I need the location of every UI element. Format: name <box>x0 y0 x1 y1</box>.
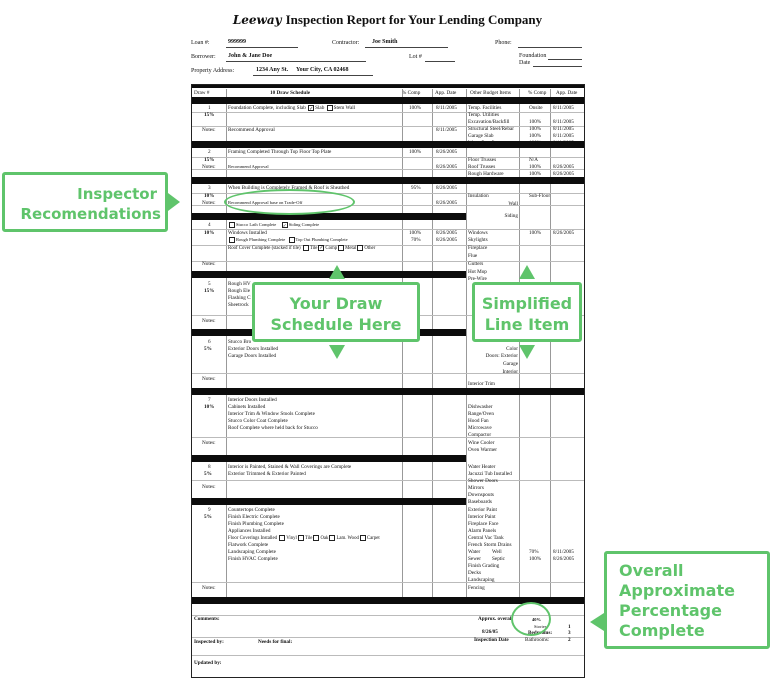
foundation-underline <box>548 59 582 60</box>
other-item-name: Roof Trusses <box>468 164 496 170</box>
comp-label: Comp <box>325 246 338 252</box>
note-text: Recommend Approval <box>228 164 269 169</box>
section-bar <box>192 455 466 462</box>
draw-date: 8/26/2005 <box>436 149 458 155</box>
callout-line: Overall <box>619 561 684 580</box>
tile-checkbox[interactable] <box>303 245 309 251</box>
inspector-highlight-oval <box>224 189 355 215</box>
draw-item <box>228 105 355 111</box>
other-item-date: 8/26/2005 <box>553 171 575 177</box>
draw-item: Exterior Doors Installed <box>228 346 279 352</box>
notes-label: Notes: <box>202 200 216 206</box>
other-item-name: Microwave <box>468 425 492 431</box>
plumb-checks <box>228 237 348 243</box>
other-item-date: 8/11/2005 <box>553 140 574 146</box>
other-item-name: Fencing <box>468 585 485 591</box>
draw-date: 8/26/2005 <box>436 230 458 236</box>
draw-num: 3 <box>208 185 211 191</box>
section-bar <box>192 388 584 395</box>
borrower-value: John & Jane Doe <box>228 53 273 59</box>
other-item-name: Color <box>506 346 518 352</box>
roof-checks <box>228 245 375 252</box>
draw-item: Flatwork Complete <box>228 542 269 548</box>
other-item-name: Garage <box>503 361 518 367</box>
other-item-pct: 70% <box>529 549 539 555</box>
lam-label: Lam. Wood <box>336 536 359 542</box>
callout-line: Your Draw <box>289 294 383 313</box>
other-item-pct: 100% <box>529 126 542 132</box>
loan-underline <box>226 47 298 48</box>
address-underline <box>253 75 373 76</box>
other-item-name: Wine Cooler <box>468 440 495 446</box>
other-item-pct: 100% <box>529 230 542 236</box>
draw-date: 8/26/2005 <box>436 185 458 191</box>
draw-item: Stucco Bro <box>228 339 252 345</box>
other-item-date: 8/11/2005 <box>553 549 574 555</box>
lot-underline <box>425 61 455 62</box>
plumb-label: Rough Plumbing Complete <box>236 237 286 243</box>
row-line <box>192 261 584 262</box>
contractor-underline <box>365 47 448 48</box>
draw-item-checks <box>228 222 319 228</box>
other-item-name: Pre-Wire <box>468 276 487 282</box>
draw-pct: 15% <box>204 112 215 118</box>
draw-num: 6 <box>208 339 211 345</box>
other-item-pct: 100% <box>529 140 542 146</box>
other-item-date: 8/26/2005 <box>553 230 575 236</box>
phone-label: Phone: <box>495 40 512 46</box>
row-line <box>192 112 584 113</box>
leeway-logo: Leeway <box>232 13 282 27</box>
draw-item: Finish Electric Complete <box>228 514 280 520</box>
other-item-name: Wall <box>508 201 518 207</box>
callout-line: Percentage <box>619 601 722 620</box>
draw-item: Interior Trim & Window Stools Complete <box>228 411 315 417</box>
note-text: Recommend Approval base on Trade-Off <box>228 200 303 205</box>
draw-item: Interior is Painted, Stained & Wall Coverings are Complete <box>228 464 352 470</box>
other-item-name: Rough Hardware <box>468 171 504 177</box>
date-underline <box>533 66 582 67</box>
inspector-callout <box>2 172 168 232</box>
slab-label: Slab <box>315 105 325 112</box>
draw-comp: 100% <box>409 105 422 111</box>
draw-num: 5 <box>208 281 211 287</box>
other-item-pct: 100% <box>529 133 542 139</box>
other-item-name: Temp. Facilities <box>468 105 502 111</box>
draw-item: Interior Doors Installed <box>228 397 277 403</box>
note-date: 8/26/2005 <box>436 200 458 206</box>
inspection-date-value: 8/26/05 <box>482 629 498 635</box>
draw-item: Stucco Color Coat Complete <box>228 418 288 424</box>
draw-arrow-down-icon <box>329 345 345 359</box>
other-item-date: 8/11/2005 <box>553 133 574 139</box>
other-item-name: Stair Rails <box>468 388 490 394</box>
other-item-name: Fireplace <box>468 245 488 251</box>
contractor-label: Contractor: <box>332 40 360 46</box>
vinyl-checkbox[interactable] <box>279 535 285 541</box>
col-app-date2: App. Date <box>556 90 578 96</box>
updated-by-label: Updated by: <box>194 660 222 666</box>
callout-line: Approximate <box>619 581 735 600</box>
carpet-checkbox[interactable] <box>360 535 366 541</box>
oak-checkbox[interactable] <box>313 535 319 541</box>
other-item-name: Siding <box>504 213 518 219</box>
comments-label: Comments: <box>194 616 220 622</box>
date-label: Date <box>519 60 531 66</box>
other-item-name: Finish Grading <box>468 563 500 569</box>
other-item-name: Central Vac Tank <box>468 535 504 541</box>
simplified-arrow-up-icon <box>519 265 535 279</box>
col-other-items: Other Budget Items <box>470 90 511 96</box>
bedrooms-label: Bedrooms: <box>528 630 553 636</box>
section-bar <box>192 97 584 104</box>
inspection-date-label: Inspection Date <box>474 637 509 643</box>
tile-label: Tile <box>304 536 313 542</box>
row-line <box>192 655 584 656</box>
draw-item: Flashing C <box>228 295 251 301</box>
bathrooms-label: Bathrooms: <box>525 637 550 643</box>
col-pct2: % Comp <box>528 90 547 96</box>
draw-num: 8 <box>208 464 211 470</box>
other-item-name: Windows <box>468 230 488 236</box>
other-item-pct: Sub-Floor <box>529 193 551 199</box>
loan-value: 999999 <box>228 39 246 45</box>
other-item-name: Interior <box>502 369 518 375</box>
draw-pct: 10% <box>204 404 215 410</box>
draw-pct: 5% <box>204 471 212 477</box>
draw-date: 8/11/2005 <box>436 105 457 111</box>
other-checkbox[interactable] <box>357 245 363 251</box>
other-item-name: Interior Trim <box>468 381 495 387</box>
other-item-name: Hot Mop <box>468 269 487 275</box>
metal-checkbox[interactable] <box>338 245 344 251</box>
stories-value: 1 <box>568 624 571 630</box>
draw-item: Landscaping Complete <box>228 549 276 555</box>
overall-arrow-icon <box>590 613 604 631</box>
callout-line: Schedule Here <box>270 315 402 334</box>
vline <box>466 89 467 597</box>
row-line <box>192 373 584 374</box>
other-item-date: 8/11/2005 <box>553 126 574 132</box>
other-item-name: Insulation <box>468 193 489 199</box>
top-bar <box>192 85 584 88</box>
draw-pct: 15% <box>204 288 215 294</box>
other-item-second: Well <box>492 549 502 555</box>
tile-checkbox[interactable] <box>298 535 304 541</box>
report-title-text: Inspection Report for Your Lending Company <box>285 12 543 27</box>
approx-label: Approx. overall <box>478 616 513 622</box>
other-item-name: Interior Paint <box>468 514 496 520</box>
phone-underline <box>518 47 582 48</box>
borrower-label: Borrower: <box>191 54 216 60</box>
draw-pct: 5% <box>204 346 212 352</box>
other-item-pct: 100% <box>529 556 542 562</box>
other-item-name: Shower Doors <box>468 478 498 484</box>
section-bar <box>192 177 584 184</box>
vline <box>402 89 403 597</box>
comp-checkbox[interactable]: ✓ <box>319 246 324 251</box>
vline <box>519 89 520 597</box>
stem-label: Stem Wall <box>333 105 356 112</box>
other-item-name: Mirrors <box>468 485 484 491</box>
draw-item: When Building is Completely Framed & Roof is Sheathed <box>228 185 350 191</box>
notes-label: Notes: <box>202 440 216 446</box>
other-item-name: Skylights <box>468 237 488 243</box>
draw-comp2: 70% <box>411 237 421 243</box>
vline <box>550 89 551 597</box>
other-item-name: Hood Fan <box>468 418 489 424</box>
other-item-name: French Storm Drains <box>468 542 512 548</box>
approx-value: 40% <box>532 617 541 622</box>
overall-callout <box>604 551 770 649</box>
lot-label: Lot # <box>409 54 422 60</box>
other-item-pct: Onsite <box>529 105 543 111</box>
other-item-pct: 100% <box>529 164 542 170</box>
callout-line: Inspector <box>77 185 157 203</box>
foundation-label: Foundation <box>519 53 547 59</box>
other-item-pct: 100% <box>529 119 542 125</box>
col-app-date: App. Date <box>435 90 457 96</box>
draw-arrow-up-icon <box>329 265 345 279</box>
simplified-callout <box>472 282 582 342</box>
stories-label: Stories: <box>534 624 548 629</box>
other-item-name: Alarm Panels <box>468 528 497 534</box>
report-title <box>190 12 585 28</box>
other-item-name: Temp. Utilities <box>468 112 500 118</box>
address-value: 1234 Any St. <box>256 67 289 73</box>
notes-label: Notes: <box>202 318 216 324</box>
lath-checkbox[interactable] <box>229 222 235 228</box>
inspected-by-label: Inspected by: <box>194 639 224 645</box>
row-line <box>192 157 584 158</box>
draw-num: 4 <box>208 222 211 228</box>
other-item-date: 8/26/2005 <box>553 179 575 185</box>
siding-checkbox[interactable]: ✓ <box>282 223 287 228</box>
other-item-name: Jacuzzi Tub Installed <box>468 471 512 477</box>
floor-label: Floor Coverings Installed <box>228 536 278 542</box>
other-item-name: Water Heater <box>468 464 496 470</box>
other-item-name: Range/Oven <box>468 411 494 417</box>
draw-item: Framing Completed Through Top Floor Top Plate <box>228 149 332 155</box>
callout-line: Line Item <box>484 315 570 334</box>
other-item-name: Garage Slab <box>468 133 494 139</box>
draw-item: Sheetrock <box>228 302 249 308</box>
note-date: 8/26/2005 <box>436 164 458 170</box>
draw-item: Finish HVAC Complete <box>228 556 278 562</box>
address-label: Property Address: <box>191 68 235 74</box>
note-date: 8/11/2005 <box>436 127 457 133</box>
section-bar <box>192 498 466 505</box>
draw-item: Rough Ele <box>228 288 251 294</box>
other-item-date: 8/26/2005 <box>553 164 575 170</box>
topout-checkbox[interactable] <box>289 237 295 243</box>
borrower-underline <box>226 61 366 62</box>
tile-label: Tile <box>309 246 318 252</box>
draw-comp: 100% <box>409 149 422 155</box>
draw-item: Windows Installed <box>228 230 267 236</box>
topout-label: Top Out Plumbing Complete <box>295 237 348 243</box>
draw-item: Exterior Trimmed & Exterior Painted <box>228 471 306 477</box>
other-item-date: 8/11/2005 <box>553 105 574 111</box>
draw-schedule-form <box>191 84 585 678</box>
other-item-date: 8/11/2005 <box>553 119 574 125</box>
callout-line: Recomendations <box>20 205 161 223</box>
col-draw: Draw # <box>194 90 210 96</box>
draw-pct: 10% <box>204 230 215 236</box>
other-item-name: Decks <box>468 570 481 576</box>
inspector-arrow-icon <box>168 193 180 211</box>
draw-item: Roof Complete where held back for Stucco <box>228 425 318 431</box>
notes-label: Notes: <box>202 376 216 382</box>
draw-pct: 5% <box>204 514 212 520</box>
other-item-name: Water <box>468 549 481 555</box>
callout-line: Complete <box>619 621 705 640</box>
draw-num: 1 <box>208 105 211 111</box>
draw-pct: 10% <box>204 193 215 199</box>
roof-label: Roof Cover Complete (stacked if tile) <box>228 246 301 252</box>
other-item-name: Floor Trusses <box>468 157 497 163</box>
draw-num: 9 <box>208 507 211 513</box>
other-label: Other <box>364 246 376 252</box>
other-item-name: Rough Lumber <box>468 179 500 185</box>
callout-line: Simplified <box>481 294 573 313</box>
other-item-name: Downspouts <box>468 492 494 498</box>
draw-schedule-callout <box>252 282 420 342</box>
draw-item: Rough HV <box>228 281 251 287</box>
row-line <box>192 480 584 481</box>
bathrooms-value: 2 <box>568 637 571 643</box>
note-text: Recommend Approval <box>228 127 275 133</box>
draw-num: 2 <box>208 149 211 155</box>
draw-item-text: Foundation Complete, including Slab <box>228 105 306 112</box>
vline <box>226 89 227 597</box>
other-item-name: Dishwasher <box>468 404 493 410</box>
plumb-checkbox[interactable] <box>229 237 235 243</box>
other-item-pct: N/A <box>529 157 538 163</box>
other-item-name: Exterior Paint <box>468 507 497 513</box>
loan-label: Loan #: <box>191 40 210 46</box>
draw-item: Finish Plumbing Complete <box>228 521 284 527</box>
other-item-name: Water Proofing <box>468 140 500 146</box>
other-item-name: Gutters <box>468 261 484 267</box>
other-item-name: Oven Warmer <box>468 447 498 453</box>
other-item-name: Doors: Exterior <box>485 353 518 359</box>
col-pct: % Comp <box>402 90 421 96</box>
notes-label: Notes: <box>202 164 216 170</box>
notes-label: Notes: <box>202 585 216 591</box>
other-item-name: Fireplace Face <box>468 521 499 527</box>
other-item-pct: 100% <box>529 179 542 185</box>
draw-comp: 100% <box>409 230 422 236</box>
other-item-name: Flue <box>468 253 478 259</box>
other-item-date: 8/26/2005 <box>553 556 575 562</box>
draw-date2: 8/26/2005 <box>436 237 458 243</box>
other-item-name: Sewer <box>468 556 481 562</box>
bedrooms-value: 3 <box>568 630 571 636</box>
lath-label: Stucco Lath Complete <box>236 222 277 228</box>
contractor-value: Joe Smith <box>372 39 398 45</box>
notes-label: Notes: <box>202 127 216 133</box>
siding-label: Siding Complete <box>288 222 320 228</box>
draw-comp: 95% <box>411 185 421 191</box>
carpet-label: Carpet <box>366 536 380 542</box>
slab-checkbox[interactable]: ✓ <box>309 106 314 112</box>
city-value: Your City, CA 02468 <box>296 67 349 73</box>
draw-item: Garage Doors Installed <box>228 353 277 359</box>
col-schedule: 10 Draw Schedule <box>270 90 311 96</box>
other-item-name: Excavation/Backfill <box>468 119 510 125</box>
metal-label: Metal <box>345 246 357 252</box>
draw-item: Countertops Complete <box>228 507 275 513</box>
draw-num: 7 <box>208 397 211 403</box>
other-item-name: Compactor <box>468 432 492 438</box>
other-item-name: Structural Steel/Rebar <box>468 126 514 132</box>
row-line <box>192 582 584 583</box>
lam-checkbox[interactable] <box>329 535 335 541</box>
notes-label: Notes: <box>202 484 216 490</box>
oak-label: Oak <box>320 536 329 542</box>
overall-highlight-oval <box>511 602 551 636</box>
other-item-second: Septic <box>492 556 505 562</box>
notes-label: Notes: <box>202 261 216 267</box>
other-item-name: Landscaping <box>468 577 495 583</box>
vline <box>432 89 433 597</box>
section-bar <box>192 141 584 148</box>
other-item-pct: 100% <box>529 171 542 177</box>
other-item-name: Baseboards <box>468 499 492 505</box>
draw-pct: 15% <box>204 157 215 163</box>
stem-checkbox[interactable] <box>327 105 333 111</box>
section-bar <box>192 213 466 220</box>
vinyl-label: Vinyl <box>286 536 297 542</box>
row-line <box>192 437 584 438</box>
draw-item: Appliances Installed <box>228 528 271 534</box>
simplified-arrow-down-icon <box>519 345 535 359</box>
needs-final-label: Needs for final: <box>258 639 293 645</box>
draw-item: Cabinets Installed <box>228 404 266 410</box>
